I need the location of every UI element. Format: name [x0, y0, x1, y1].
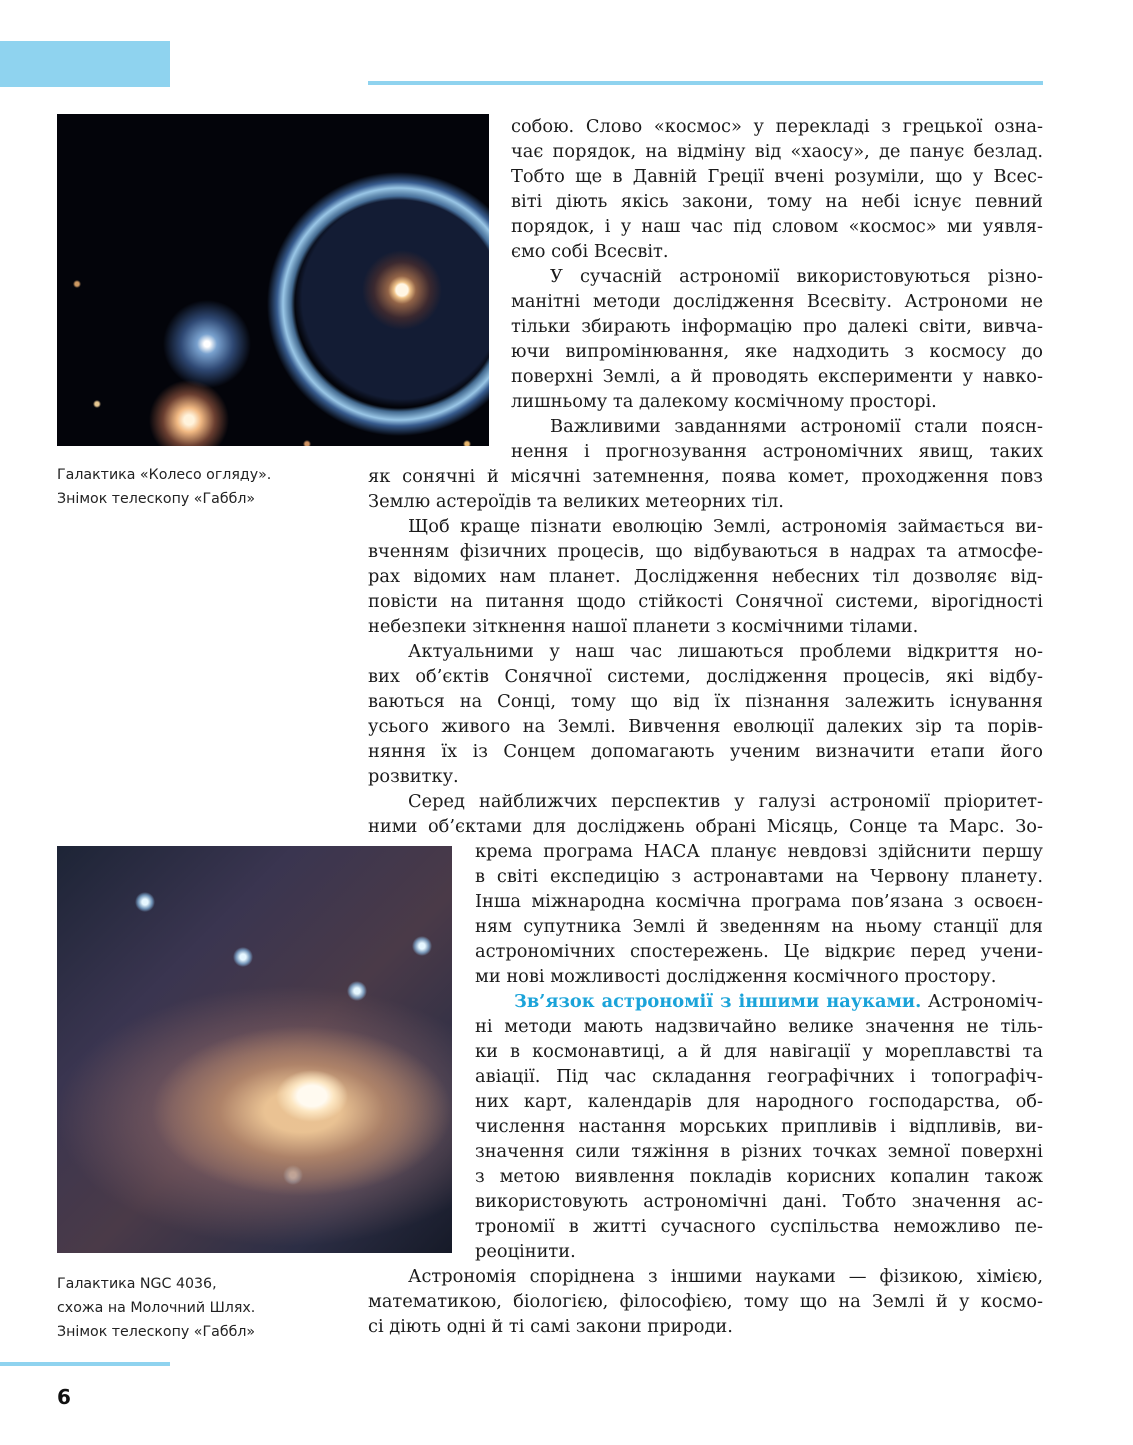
text-line: У сучасній астрономії використовуються різно- — [550, 266, 1043, 287]
text-line: в світі експедицію з астронавтами на Червону планету. — [475, 866, 1043, 887]
text-line: ні методи мають надзвичайно велике значення не тіль- — [475, 1016, 1043, 1037]
text-line: математикою, біологією, філософією, тому що на Землі й у космо- — [368, 1291, 1043, 1312]
text-line: числення настання морських припливів і відпливів, ви- — [475, 1116, 1043, 1137]
text-line: тільки збирають інформацію про далекі світи, вивча- — [511, 316, 1043, 337]
ngc-4036-galaxy-photo — [57, 846, 452, 1253]
text-line: ними об’єктами для досліджень обрані Місяць, Сонце та Марс. Зо- — [368, 816, 1043, 837]
text-line: вих об’єктів Сонячної системи, дослідження процесів, які відбу- — [368, 666, 1043, 687]
text-line: небезпеки зіткнення нашої планети з космічними тілами. — [368, 616, 919, 637]
text-line: Тобто ще в Давній Греції вчені розуміли, що у Всес- — [511, 166, 1043, 187]
text-line: манітні методи дослідження Всесвіту. Астрономи не — [511, 291, 1043, 312]
text-line: використовують астрономічні дані. Тобто значення ас- — [475, 1191, 1043, 1212]
text-line: ючи випромінювання, яке надходить з космосу до — [511, 341, 1043, 362]
text-line: Важливими завданнями астрономії стали поясн- — [550, 416, 1043, 437]
text-line: Актуальними у наш час лишаються проблеми відкриття но- — [408, 641, 1043, 662]
figure-caption-2 — [57, 1272, 255, 1344]
text-line — [514, 989, 1043, 1014]
text-line: няння їх із Сонцем допомагають ученим визначити етапи його — [368, 741, 1043, 762]
page-number: 6 — [57, 1385, 71, 1409]
footer-rule — [0, 1362, 170, 1366]
text-line: повісти на питання щодо стійкості Сонячної системи, вірогідності — [368, 591, 1043, 612]
caption-line: схожа на Молочний Шлях. — [57, 1300, 256, 1316]
caption-line: Галактика «Колесо огляду». — [57, 467, 272, 483]
caption-line: Знімок телескопу «Габбл» — [57, 491, 256, 507]
text-line: ваються на Сонці, тому що від їх пізнання залежить існування — [368, 691, 1043, 712]
cartwheel-galaxy-photo — [57, 114, 489, 446]
text-line: значення сили тяжіння в різних точках земної поверхні — [475, 1141, 1043, 1162]
text-line: сі діють одні й ті самі закони природи. — [368, 1316, 733, 1337]
text-line: крема програма НАСА планує невдовзі здійснити першу — [475, 841, 1043, 862]
text-line: Щоб краще пізнати еволюцію Землі, астрономія займається ви- — [408, 516, 1043, 537]
text-line: Серед найближчих перспектив у галузі астрономії пріоритет- — [408, 791, 1043, 812]
text-line: собою. Слово «космос» у перекладі з грецької озна- — [511, 116, 1043, 137]
text-line: ки в космонавтиці, а й для навігації у мореплавстві та — [475, 1041, 1043, 1062]
text-line: нення і прогнозування астрономічних явищ, таких — [511, 441, 1043, 462]
figure-caption-1 — [57, 463, 271, 511]
text-line: розвитку. — [368, 766, 459, 787]
text-line: поверхні Землі, а й проводять експерименти у навко- — [511, 366, 1043, 387]
text-line: ми нові можливості дослідження космічного простору. — [475, 966, 997, 987]
text-fragment: Астрономіч- — [927, 991, 1043, 1012]
text-line: віті діють якісь закони, тому на небі існує певний — [511, 191, 1043, 212]
text-line: з метою виявлення покладів корисних копалин також — [475, 1166, 1043, 1187]
text-line: ням супутника Землі й зведенням на ньому станції для — [475, 916, 1043, 937]
text-line: авіації. Під час складання географічних і топографіч- — [475, 1066, 1043, 1087]
text-line: Інша міжнародна космічна програма пов’язана з освоєн- — [475, 891, 1043, 912]
text-line: лишньому та далекому космічному просторі. — [511, 391, 937, 412]
text-line: ємо собі Всесвіт. — [511, 241, 669, 262]
header-color-tab — [0, 41, 170, 87]
text-line: порядок, і у наш час під словом «космос» ми уявля- — [511, 216, 1043, 237]
text-line: трономії в житті сучасного суспільства неможливо пе- — [475, 1216, 1043, 1237]
text-line: них карт, календарів для народного господарства, об- — [475, 1091, 1043, 1112]
text-line: реоцінити. — [475, 1241, 576, 1262]
text-line: Астрономія споріднена з іншими науками — фізикою, хімією, — [408, 1266, 1043, 1287]
text-line: астрономічних спостережень. Це відкриє перед учени- — [475, 941, 1043, 962]
header-rule — [368, 81, 1043, 85]
text-line: чає порядок, на відміну від «хаосу», де панує безлад. — [511, 141, 1043, 162]
text-line: рах відомих нам планет. Дослідження небесних тіл дозволяє від- — [368, 566, 1043, 587]
text-line: вченням фізичних процесів, що відбуваються в надрах та атмосфе- — [368, 541, 1043, 562]
caption-line: Знімок телескопу «Габбл» — [57, 1324, 256, 1340]
text-line: Землю астероїдів та великих метеорних тіл. — [368, 491, 784, 512]
caption-line: Галактика NGC 4036, — [57, 1276, 217, 1292]
text-line: як сонячні й місячні затемнення, поява комет, проходження повз — [368, 466, 1043, 487]
text-line: усього живого на Землі. Вивчення еволюції далеких зір та порів- — [368, 716, 1043, 737]
section-heading: Зв’язок астрономії з іншими науками. — [514, 991, 922, 1012]
